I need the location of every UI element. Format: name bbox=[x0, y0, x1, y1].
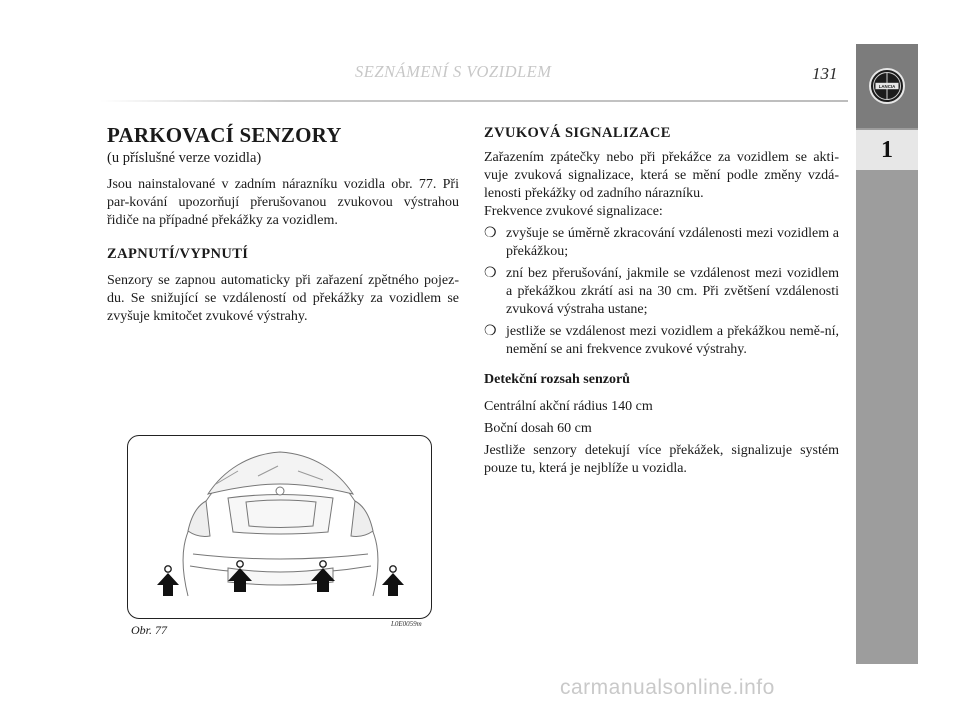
right-column bbox=[484, 124, 839, 478]
lancia-logo-icon bbox=[867, 66, 907, 106]
intro-paragraph: Jsou nainstalované v zadním nárazníku vozidla obr. 77. Při par-kování upozorňují přerušovanou zvukovou výstrahou řidiče na případné překážky za vozidlem. bbox=[107, 177, 459, 228]
bullet-circle-icon: ❍ bbox=[484, 226, 497, 241]
onoff-paragraph: Senzory se zapnou automaticky při zařazení zpětného pojez-du. Se snižující se vzdáleností od překážky za vozidlem se zvyšuje kmitočet zvukové výstrahy. bbox=[107, 273, 459, 324]
page-number: 131 bbox=[812, 64, 838, 83]
range-note: Jestliže senzory detekují více překážek, signalizuje systém pouze tu, která je nejblíže u vozidla. bbox=[484, 443, 839, 476]
figure-code: L0E0059m bbox=[391, 620, 422, 628]
watermark: carmanualsonline.info bbox=[560, 676, 775, 699]
brand-logo bbox=[856, 44, 918, 128]
bullet-text: zvyšuje se úměrně zkracování vzdálenosti mezi vozidlem a překážkou; bbox=[506, 226, 839, 259]
chapter-number[interactable]: 1 bbox=[856, 130, 918, 170]
bullet-text: zní bez přerušování, jakmile se vzdálenost mezi vozidlem a překážkou zkrátí asi na 30 cm. Při zvětšení vzdálenosti zvuková výstraha ustane; bbox=[506, 266, 839, 317]
car-rear-illustration bbox=[128, 436, 432, 619]
section-subtitle: (u příslušné verze vozidla) bbox=[107, 150, 262, 166]
list-item bbox=[484, 323, 839, 359]
list-item bbox=[484, 265, 839, 319]
range-central: Centrální akční rádius 140 cm bbox=[484, 399, 653, 414]
bullet-circle-icon: ❍ bbox=[484, 266, 497, 281]
logo-text: LANCIA bbox=[878, 84, 896, 90]
chapter-sidebar bbox=[856, 44, 918, 664]
header-divider bbox=[100, 100, 848, 102]
sound-bullet-list bbox=[484, 225, 839, 359]
onoff-heading: ZAPNUTÍ/VYPNUTÍ bbox=[107, 246, 249, 262]
sound-heading: ZVUKOVÁ SIGNALIZACE bbox=[484, 125, 671, 141]
sound-frequency-label: Frekvence zvukové signalizace: bbox=[484, 204, 663, 219]
header-title: SEZNÁMENÍ S VOZIDLEM bbox=[355, 62, 552, 81]
bullet-circle-icon: ❍ bbox=[484, 324, 497, 339]
list-item bbox=[484, 225, 839, 261]
range-side: Boční dosah 60 cm bbox=[484, 421, 592, 436]
sound-intro: Zařazením zpátečky nebo při překážce za vozidlem se akti-vuje zvuková signalizace, která se mění podle změny vzdá-lenosti překážky od zadního nárazníku. bbox=[484, 150, 839, 201]
left-column bbox=[107, 122, 459, 326]
car-rear-figure bbox=[127, 435, 432, 619]
section-title: PARKOVACÍ SENZORY bbox=[107, 123, 342, 147]
bullet-text: jestliže se vzdálenost mezi vozidlem a překážkou nemě-ní, nemění se ani frekvence zvukové výstrahy. bbox=[506, 324, 839, 357]
figure-caption: Obr. 77 bbox=[131, 623, 168, 637]
range-heading: Detekční rozsah senzorů bbox=[484, 372, 630, 387]
